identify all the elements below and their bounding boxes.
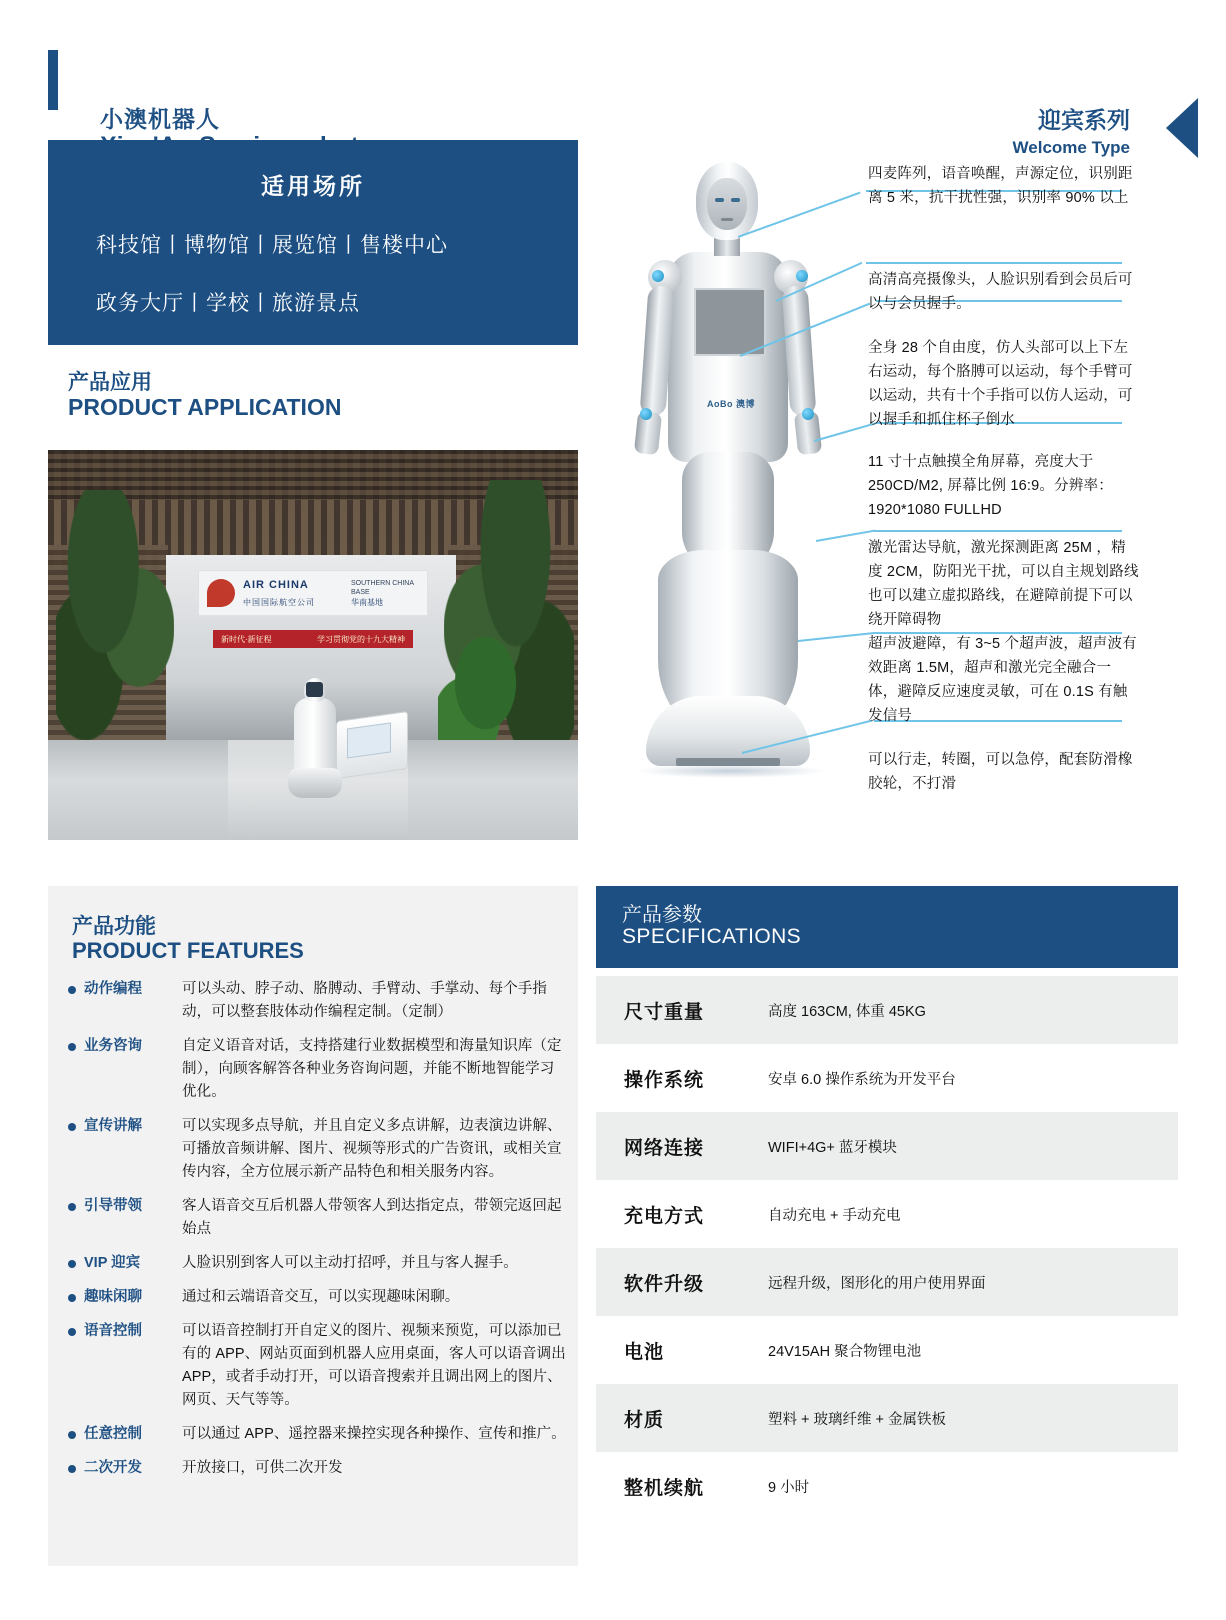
feature-name: 业务咨询 xyxy=(84,1038,142,1054)
feature-name: 宣传讲解 xyxy=(84,1118,142,1134)
list-item xyxy=(68,1320,568,1412)
leader-line-4 xyxy=(814,422,876,441)
spec-value: 安卓 6.0 操作系统为开发平台 xyxy=(768,1071,956,1088)
photo-red-banner xyxy=(213,630,413,648)
specifications-title-cn: 产品参数 xyxy=(622,904,702,926)
photo-plant-left xyxy=(56,490,174,740)
application-photo xyxy=(48,450,578,840)
robot-eye-right xyxy=(731,198,740,202)
robot-base xyxy=(646,696,810,766)
spec-value: WIFI+4G+ 蓝牙模块 xyxy=(768,1139,897,1156)
scenarios-title: 适用场所 xyxy=(261,173,365,199)
photo-kiosk-screen xyxy=(347,722,391,758)
application-title-cn: 产品应用 xyxy=(68,371,152,394)
spec-value: 高度 163CM, 体重 45KG xyxy=(768,1003,926,1020)
sign-text-en-main: AIR CHINA xyxy=(243,579,309,591)
robot-joint-shoulder-left-icon xyxy=(652,270,664,282)
photo-robot-base xyxy=(288,768,342,798)
header-title-cn: 小澳机器人 xyxy=(100,106,220,132)
features-title-cn: 产品功能 xyxy=(72,915,156,938)
list-item xyxy=(68,1457,568,1480)
table-row xyxy=(596,1248,1178,1316)
photo-robot-body xyxy=(294,698,336,772)
sign-text-en-sub: SOUTHERN CHINA BASE xyxy=(351,580,414,596)
list-item xyxy=(68,1423,568,1446)
callout-microphone-array: 四麦阵列，语音唤醒，声源定位，识别距离 5 米，抗干扰性强，识别率 90% 以上 xyxy=(868,166,1133,206)
table-row xyxy=(596,1384,1178,1452)
header-accent-bar xyxy=(48,50,58,110)
header-series-en: Welcome Type xyxy=(1012,138,1130,157)
feature-name: 二次开发 xyxy=(84,1460,142,1476)
spec-value: 自动充电 + 手动充电 xyxy=(768,1207,901,1224)
features-title-en: PRODUCT FEATURES xyxy=(72,938,304,963)
robot-joint-shoulder-right-icon xyxy=(796,270,808,282)
feature-desc: 自定义语音对话，支持搭建行业数据模型和海量知识库（定制），向顾客解答各种业务咨询问题，并能不断地智能学习优化。 xyxy=(182,1038,562,1100)
photo-plant-center xyxy=(438,635,533,755)
bullet-icon xyxy=(68,1123,76,1131)
robot-shadow xyxy=(636,764,826,778)
bullet-icon xyxy=(68,986,76,994)
photo-robot-screen xyxy=(306,682,323,697)
feature-name: 趣味闲聊 xyxy=(84,1289,142,1305)
feature-desc: 客人语音交互后机器人带领客人到达指定点，带领完返回起始点 xyxy=(182,1198,562,1237)
specifications-title-en: SPECIFICATIONS xyxy=(622,925,802,948)
scenarios-line-2: 政务大厅丨学校丨旅游景点 xyxy=(96,292,360,315)
feature-desc: 通过和云端语音交互，可以实现趣味闲聊。 xyxy=(182,1289,460,1305)
table-row xyxy=(596,1316,1178,1384)
page-header xyxy=(0,46,1226,157)
robot-chest-screen xyxy=(694,288,766,356)
robot-eye-left xyxy=(715,198,724,202)
spec-value: 远程升级，图形化的用户使用界面 xyxy=(768,1275,986,1292)
feature-name: 语音控制 xyxy=(84,1323,142,1339)
spec-label: 充电方式 xyxy=(624,1205,705,1227)
sign-text-cn-sub: 华南基地 xyxy=(351,598,383,607)
table-row xyxy=(596,1452,1178,1520)
bullet-icon xyxy=(68,1431,76,1439)
feature-desc: 可以头动、脖子动、胳膊动、手臂动、手掌动、每个手指动，可以整套肢体动作编程定制。（定制） xyxy=(182,981,547,1020)
callout-camera-face-recognition: 高清高亮摄像头，人脸识别看到会员后可以与会员握手。 xyxy=(868,272,1133,312)
spec-label: 材质 xyxy=(624,1409,665,1431)
sign-text-cn-main: 中国国际航空公司 xyxy=(243,598,315,607)
application-title-en: PRODUCT APPLICATION xyxy=(68,394,342,420)
photo-robot-kiosk xyxy=(336,711,408,779)
list-item xyxy=(68,1286,568,1309)
bullet-icon xyxy=(68,1043,76,1051)
spec-label: 尺寸重量 xyxy=(624,1001,705,1023)
features-list xyxy=(68,978,568,1491)
feature-desc: 可以语音控制打开自定义的图片、视频来预览，可以添加已有的 APP、网站页面到机器人应用桌面，客人可以语音调出 APP，或者手动打开，可以语音搜索并且调出网上的图片、网页、天气等等。 xyxy=(182,1323,566,1408)
table-row xyxy=(596,976,1178,1044)
feature-name: VIP 迎宾 xyxy=(84,1255,141,1271)
list-item xyxy=(68,1252,568,1275)
robot-torso xyxy=(668,252,788,462)
list-item xyxy=(68,1035,568,1104)
robot-joint-wrist-left-icon xyxy=(640,408,652,420)
bullet-icon xyxy=(68,1328,76,1336)
bullet-icon xyxy=(68,1203,76,1211)
robot-brand-logo: AoBo 澳博 xyxy=(707,398,755,409)
feature-desc: 可以通过 APP、遥控器来操控实现各种操作、宣传和推广。 xyxy=(182,1426,566,1442)
spec-label: 网络连接 xyxy=(624,1137,705,1159)
spec-label: 电池 xyxy=(624,1341,665,1363)
table-row xyxy=(596,1180,1178,1248)
table-row xyxy=(596,1112,1178,1180)
feature-name: 引导带领 xyxy=(84,1198,142,1214)
leader-line-2b xyxy=(866,262,1122,264)
feature-desc: 可以实现多点导航，并且自定义多点讲解，边表演边讲解、可播放音频讲解、图片、视频等形式的广告资讯，或相关宣传内容，全方位展示新产品特色和相关服务内容。 xyxy=(182,1118,562,1180)
robot-joint-wrist-right-icon xyxy=(802,408,814,420)
spec-label: 操作系统 xyxy=(624,1069,705,1091)
specifications-table xyxy=(596,976,1178,1520)
list-item xyxy=(68,978,568,1024)
callout-ultrasonic-obstacle-avoidance: 超声波避障，有 3~5 个超声波，超声波有效距离 1.5M，超声和激光完全融合一体，避障反应速度灵敏，可在 0.1S 有触发信号 xyxy=(868,636,1137,724)
banner-text-left: 新时代·新征程 xyxy=(221,634,272,644)
list-item xyxy=(68,1195,568,1241)
scenarios-line-1: 科技馆丨博物馆丨展览馆丨售楼中心 xyxy=(96,234,448,257)
callout-degrees-of-freedom: 全身 28 个自由度，仿人头部可以上下左右运动，每个胳膊可以运动，每个手臂可以运动，共有十个手指可以仿人运动，可以握手和抓住杯子倒水 xyxy=(868,340,1133,428)
photo-airline-sign xyxy=(198,570,428,616)
bullet-icon xyxy=(68,1260,76,1268)
spec-value: 24V15AH 聚合物锂电池 xyxy=(768,1343,922,1360)
callout-touch-screen: 11 寸十点触摸全角屏幕，亮度大于 250CD/M2, 屏幕比例 16:9。分辨率：1920*1080 FULLHD xyxy=(868,454,1113,518)
header-series-cn: 迎宾系列 xyxy=(1038,107,1130,133)
bullet-icon xyxy=(68,1294,76,1302)
list-item xyxy=(68,1115,568,1184)
robot-diagram xyxy=(590,140,1226,840)
airline-logo-icon xyxy=(207,579,235,607)
feature-desc: 开放接口，可供二次开发 xyxy=(182,1460,343,1476)
scenarios-panel xyxy=(48,140,578,345)
feature-desc: 人脸识别到客人可以主动打招呼，并且与客人握手。 xyxy=(182,1255,518,1271)
robot-mouth xyxy=(721,218,733,221)
feature-name: 任意控制 xyxy=(84,1426,142,1442)
spec-label: 整机续航 xyxy=(624,1477,705,1499)
table-row xyxy=(596,1044,1178,1112)
callout-mobility-wheels: 可以行走，转圈，可以急停，配套防滑橡胶轮，不打滑 xyxy=(868,752,1133,792)
spec-value: 塑料 + 玻璃纤维 + 金属铁板 xyxy=(768,1411,947,1428)
robot-face xyxy=(707,178,747,230)
bullet-icon xyxy=(68,1465,76,1473)
leader-line-6 xyxy=(798,632,876,642)
banner-text-right: 学习贯彻党的十九大精神 xyxy=(317,634,405,644)
leader-line-5 xyxy=(816,530,875,542)
callout-lidar-navigation: 激光雷达导航，激光探测距离 25M ，精度 2CM，防阳光干扰，可以自主规划路线也可以建立虚拟路线，在避障前提下可以绕开障碍物 xyxy=(868,540,1139,628)
spec-label: 软件升级 xyxy=(624,1273,705,1295)
spec-value: 9 小时 xyxy=(768,1479,810,1496)
leader-line-5b xyxy=(874,530,1122,532)
feature-name: 动作编程 xyxy=(84,981,142,997)
